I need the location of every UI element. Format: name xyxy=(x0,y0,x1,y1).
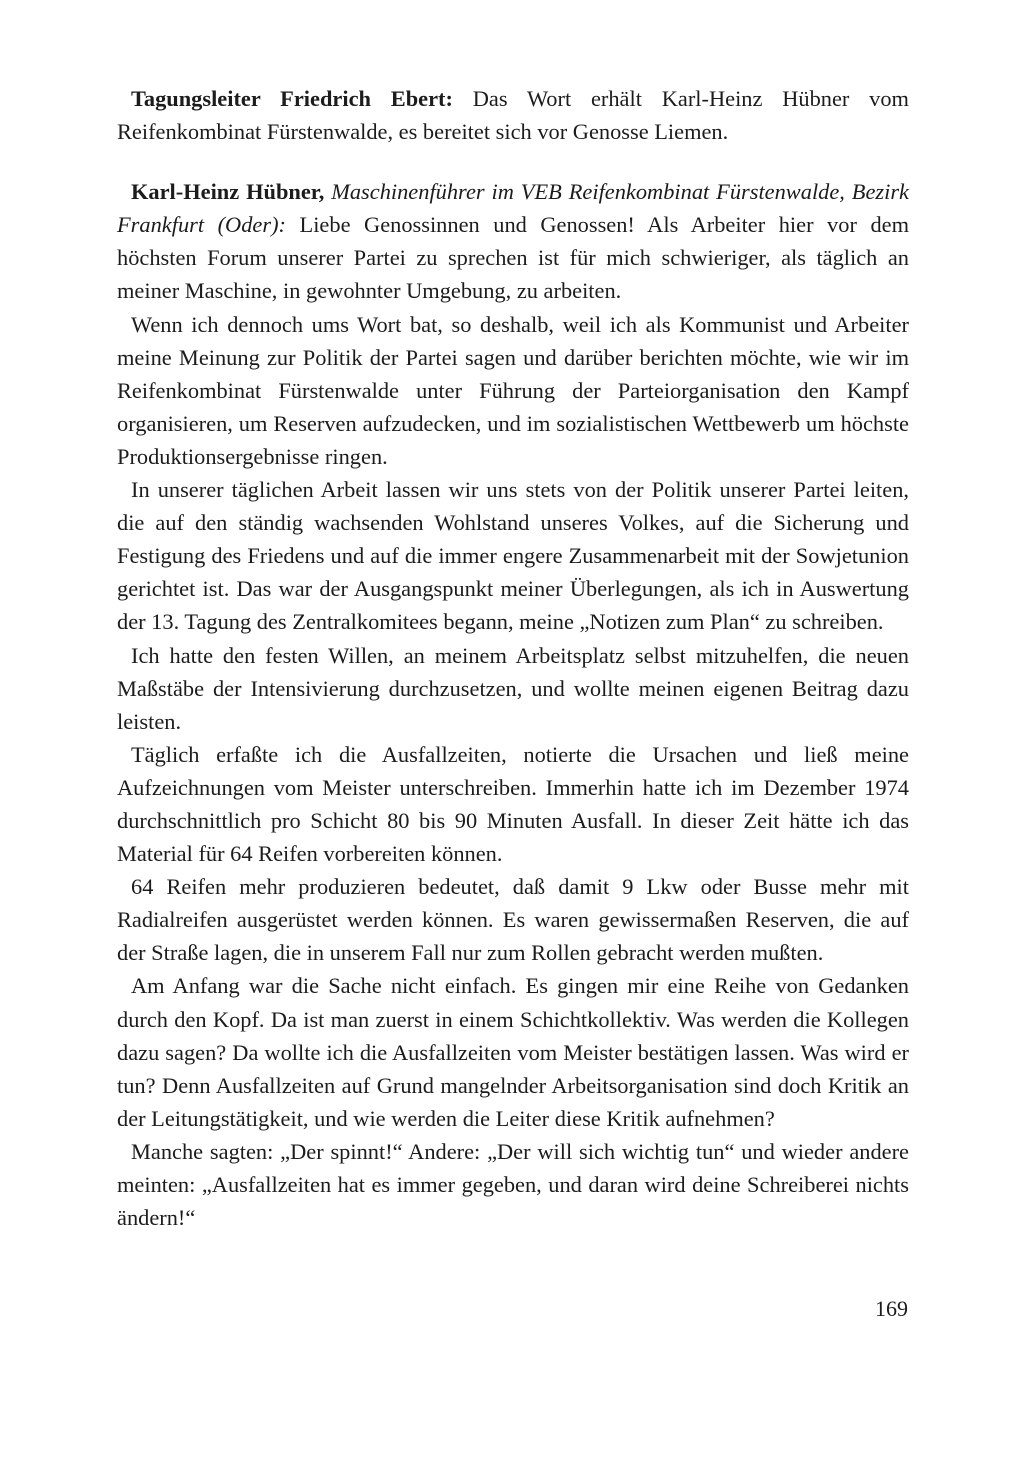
intro-paragraph xyxy=(117,82,909,148)
speaker-name: Karl-Heinz Hübner, xyxy=(131,179,325,205)
body-text xyxy=(117,82,909,1234)
paragraph: Am Anfang war die Sache nicht einfach. Es gingen mir eine Reihe von Gedanken durch den Kopf. Da ist man zuerst in einem Schichtkollektiv. Was werden die Kollegen dazu sagen? Da wollte ich die Ausfallzeiten vom Meister bestätigen lassen. Was wird er tun? Denn Ausfallzeiten auf Grund mangelnder Arbeitsorganisation sind doch Kritik an der Leitungstätigkeit, und wie werden die Leiter diese Kritik aufnehmen? xyxy=(117,973,909,1131)
speaker-name: Tagungsleiter Friedrich Ebert: xyxy=(131,86,453,111)
paragraph: Ich hatte den festen Willen, an meinem Arbeitsplatz selbst mitzuhelfen, die neuen Maßstäbe der Intensivierung durchzusetzen, und wollte meinen eigenen Beitrag dazu leisten. xyxy=(117,642,909,734)
speaker-role: Maschinenführer im VEB Reifenkombinat Fürstenwalde, Bezirk Frankfurt (Oder): xyxy=(117,179,909,238)
paragraph: Wenn ich dennoch ums Wort bat, so deshalb, weil ich als Kommunist und Arbeiter meine Meinung zur Politik der Partei sagen und darüber berichten möchte, wie wir im Reifenkombinat Fürstenwalde unter Führung der Parteiorganisation den Kampf organisieren, um Reserven aufzudecken, und im sozialistischen Wettbewerb um höchste Produktionsergebnisse ringen. xyxy=(117,311,909,469)
paragraph: Manche sagten: „Der spinnt!“ Andere: „Der will sich wichtig tun“ und wieder andere meinten: „Ausfallzeiten hat es immer gegeben, und daran wird deine Schreiberei nichts ändern!“ xyxy=(117,1138,909,1231)
speech-opening-text: Liebe Genossinnen und Genossen! Als Arbeiter hier vor dem höchsten Forum unserer Partei zu sprechen ist für mich schwieriger, als täglich an meiner Maschine, in gewohnter Umgebung, zu arbeiten. xyxy=(117,212,909,304)
paragraph: Täglich erfaßte ich die Ausfallzeiten, notierte die Ursachen und ließ meine Aufzeichnungen vom Meister unterschreiben. Immerhin hatte ich im Dezember 1974 durchschnittlich pro Schicht 80 bis 90 Minuten Ausfall. In dieser Zeit hätte ich das Material für 64 Reifen vorbereiten können. xyxy=(117,741,909,867)
paragraph: 64 Reifen mehr produzieren bedeutet, daß damit 9 Lkw oder Busse mehr mit Radialreifen ausgerüstet werden können. Es waren gewissermaßen Reserven, die auf der Straße lagen, die in unserem Fall nur zum Rollen gebracht werden mußten. xyxy=(117,874,909,966)
page-number: 169 xyxy=(875,1296,908,1321)
speech-opening-paragraph xyxy=(117,175,909,307)
intro-text: Das Wort erhält Karl-Heinz Hübner vom Reifenkombinat Fürstenwalde, es bereitet sich vor Genosse Liemen. xyxy=(117,86,909,145)
paragraph: In unserer täglichen Arbeit lassen wir uns stets von der Politik unserer Partei leiten, die auf den ständig wachsenden Wohlstand unseres Volkes, auf die Sicherung und Festigung des Friedens und auf die immer engere Zusammenarbeit mit der Sowjetunion gerichtet ist. Das war der Ausgangspunkt meiner Überlegungen, als ich in Auswertung der 13. Tagung des Zentralkomitees begann, meine „Notizen zum Plan“ zu schreiben. xyxy=(117,477,909,635)
